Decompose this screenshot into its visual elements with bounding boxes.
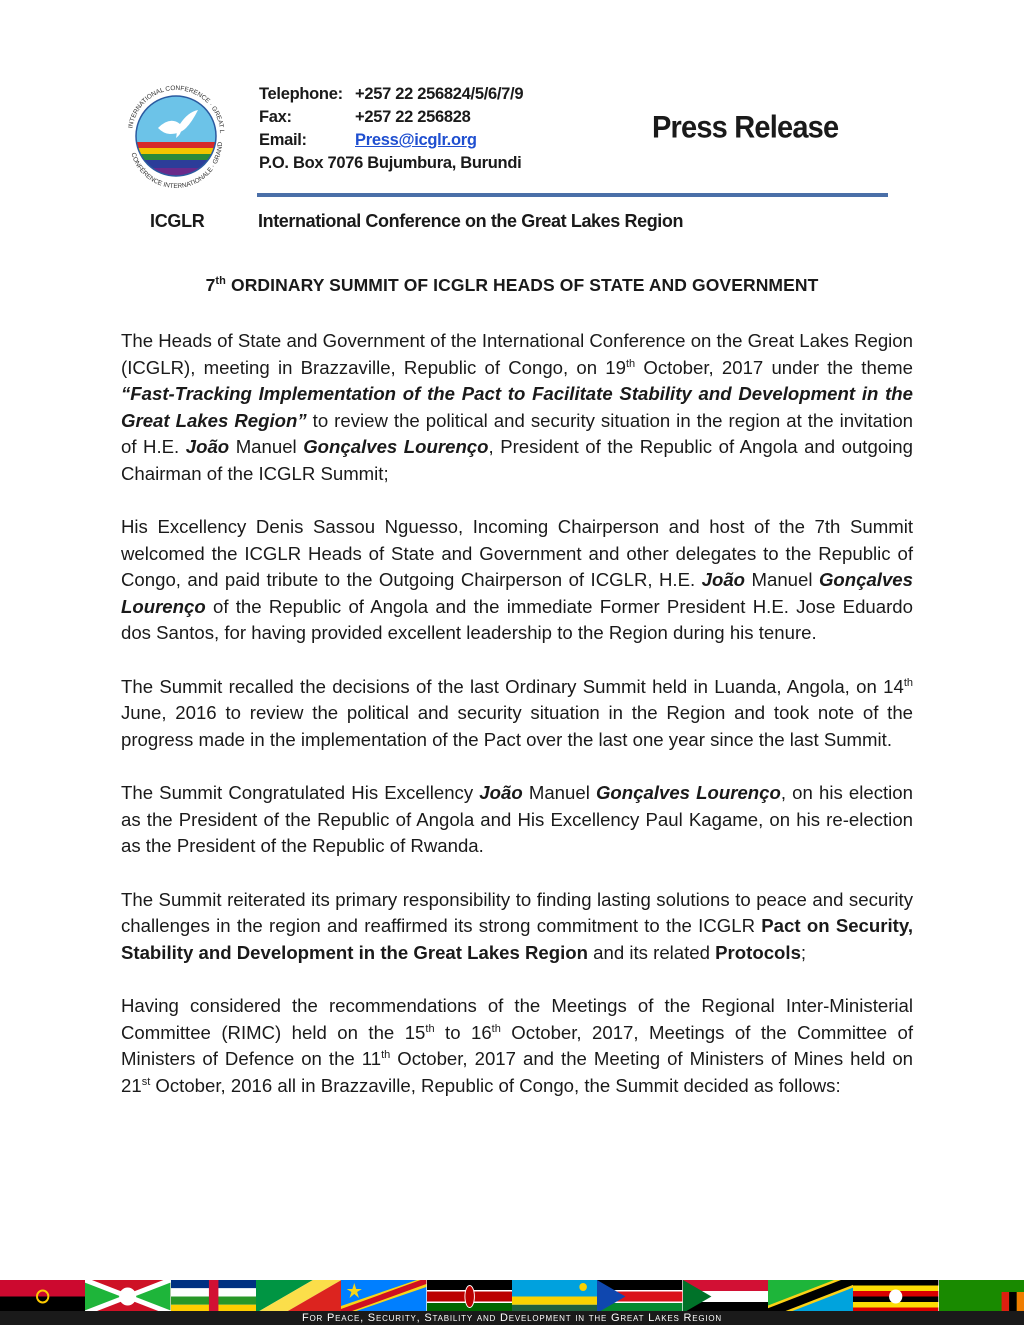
paragraph-2: His Excellency Denis Sassou Nguesso, Incoming Chairperson and host of the 7th Summit welcomed the ICGLR Heads of State and Government and other delegates to the Republic of Congo, and paid tribute to the Outgoing Chairperson of ICGLR, H.E. João Manuel Gonçalves Lourenço of the Republic of Angola and the immediate Former President H.E. Jose Eduardo dos Santos, for having provided excellent leadership to the Region during his tenure. [121, 516, 913, 643]
flag-angola-icon [0, 1280, 85, 1313]
telephone-value: +257 22 256824/5/6/7/9 [355, 85, 524, 103]
email-row [259, 129, 523, 152]
flag-sudan-icon [683, 1280, 768, 1313]
flag-kenya-icon [427, 1280, 512, 1313]
header-rule [257, 193, 888, 197]
flag-zambia-icon [939, 1280, 1024, 1313]
icglr-logo [118, 72, 234, 194]
svg-text:INTERNATIONAL CONFERENCE · GRE: INTERNATIONAL CONFERENCE · GREAT L [127, 84, 226, 134]
svg-text:CONFÉRENCE INTERNATIONALE · GR: CONFÉRENCE INTERNATIONALE · GRAND [129, 141, 225, 191]
email-label: Email: [259, 131, 307, 149]
telephone-row [259, 83, 523, 106]
email-link[interactable]: Press@icglr.org [355, 131, 477, 149]
press-release-heading: Press Release [652, 110, 839, 146]
pobox-row [259, 152, 523, 175]
logo-label: ICGLR [150, 211, 205, 231]
flag-dr-congo-icon [341, 1280, 426, 1313]
fax-value: +257 22 256828 [355, 108, 471, 126]
document-body [121, 328, 913, 1126]
paragraph-1: The Heads of State and Government of the International Conference on the Great Lakes Region (ICGLR), meeting in Brazzaville, Republic of Congo, on 19th October, 2017 under the theme “Fast-Tracking Implementation of the Pact to Facilitate Stability and Development in the Great Lakes Region” to review the political and security situation in the region at the invitation of H.E. João Manuel Gonçalves Lourenço, President of the Republic of Angola and outgoing Chairman of the ICGLR Summit; [121, 330, 913, 484]
contact-block [259, 83, 523, 175]
paragraph-6: Having considered the recommendations of the Meetings of the Regional Inter-Ministerial Committee (RIMC) held on the 15th to 16th October, 2017, Meetings of the Committee of Ministers of Defence on the 11th October, 2017 and the Meeting of Ministers of Mines held on 21st October, 2016 all in Brazzaville, Republic of Congo, the Summit decided as follows: [121, 995, 914, 1096]
flag-central-african-republic-icon [171, 1280, 256, 1313]
title-number: 7 [205, 275, 216, 295]
fax-label: Fax: [259, 108, 292, 126]
paragraph-5: The Summit reiterated its primary responsibility to finding lasting solutions to peace and security challenges in the region and reaffirmed its strong commitment to the ICGLR Pact on Security, Stability and Development in the Great Lakes Region and its related Protocols; [121, 888, 913, 963]
flag-rwanda-icon [512, 1280, 597, 1313]
footer-slogan: For Peace, Security, Stability and Development in the Great Lakes Region [302, 1312, 722, 1324]
flag-uganda-icon [853, 1280, 938, 1313]
organization-name: International Conference on the Great Lakes Region [258, 211, 684, 231]
member-flags-strip [0, 1280, 1024, 1313]
fax-row [259, 106, 523, 129]
title-text: ORDINARY SUMMIT OF ICGLR HEADS OF STATE AND GOVERNMENT [226, 275, 819, 295]
paragraph-4: The Summit Congratulated His Excellency João Manuel Gonçalves Lourenço, on his election as the President of the Republic of Angola and His Excellency Paul Kagame, on his re-election as the President of the Republic of Rwanda. [121, 782, 913, 856]
flag-congo-icon [256, 1280, 341, 1313]
pobox-value: P.O. Box 7076 Bujumbura, Burundi [259, 154, 522, 172]
paragraph-3: The Summit recalled the decisions of the last Ordinary Summit held in Luanda, Angola, on 14th June, 2016 to review the political and security situation in the Region and took note of the progress made in the implementation of the Pact over the last one year since the last Summit. [121, 675, 913, 750]
document-title [0, 275, 1024, 296]
flag-tanzania-icon [768, 1280, 853, 1313]
telephone-label: Telephone: [259, 85, 343, 103]
flag-south-sudan-icon [597, 1280, 682, 1313]
title-ordinal: th [215, 275, 227, 288]
flag-burundi-icon [85, 1280, 170, 1313]
